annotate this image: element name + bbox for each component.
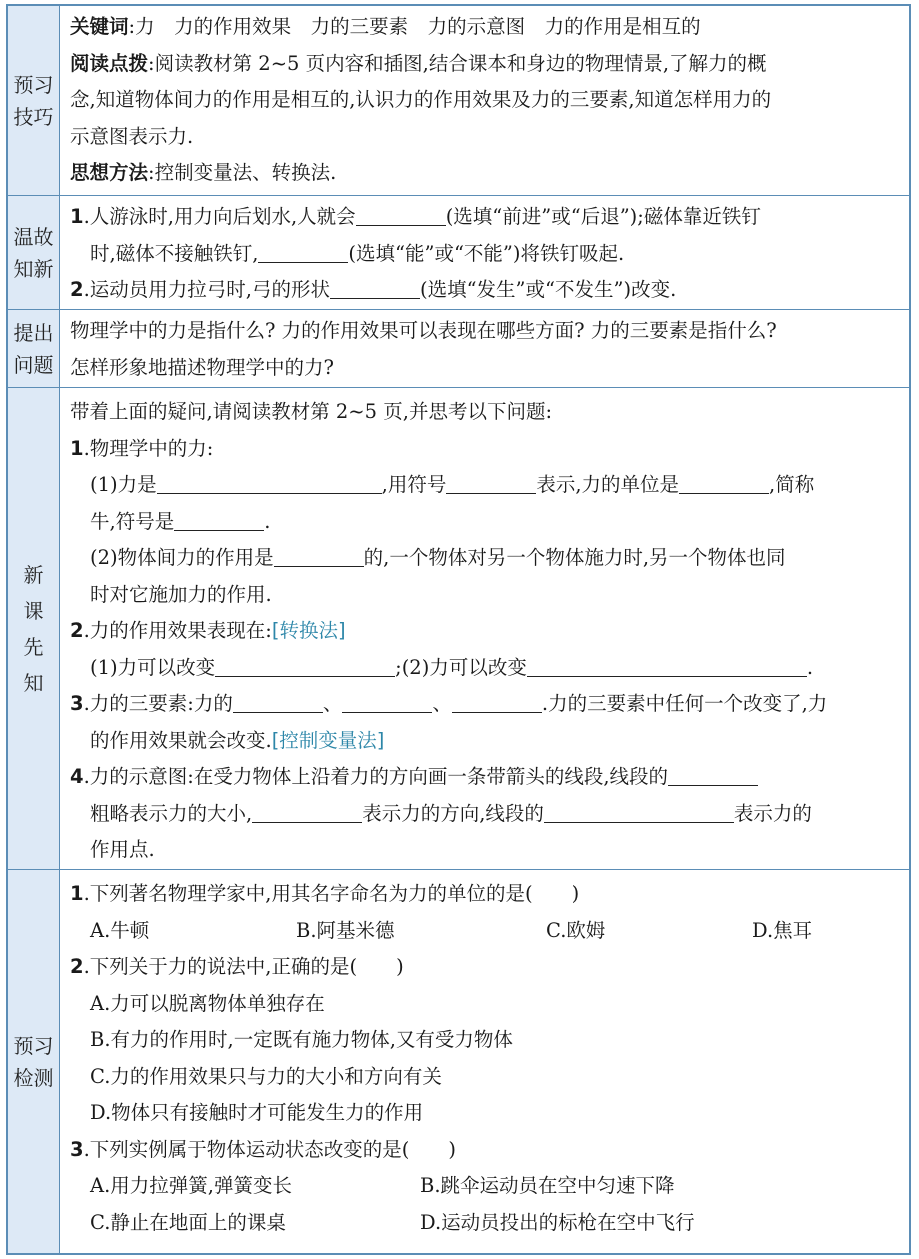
option-a[interactable]: A.牛顿 xyxy=(90,918,150,942)
question-line: 2.下列关于力的说法中,正确的是( ) xyxy=(70,955,404,978)
question-line: 牛,符号是 . xyxy=(90,509,271,533)
method-line: 思想方法:控制变量法、转换法. xyxy=(70,161,337,184)
question-line: 1.下列著名物理学家中,用其名字命名为力的单位的是( ) xyxy=(70,882,580,905)
method-tag: [转换法] xyxy=(271,619,346,642)
question-line: 1.物理学中的力: xyxy=(70,436,214,460)
text-line: 怎样形象地描述物理学中的力? xyxy=(70,355,334,379)
question-line: 4.力的示意图:在受力物体上沿着力的方向画一条带箭头的线段,线段的 xyxy=(70,759,901,796)
worksheet xyxy=(6,4,911,1255)
question-line: 作用点. xyxy=(90,838,155,861)
option-c[interactable]: C.欧姆 xyxy=(546,918,606,942)
intro-line: 带着上面的疑问,请阅读教材第 2~5 页,并思考以下问题: xyxy=(70,400,553,423)
option-d[interactable]: D.运动员投出的标枪在空中飞行 xyxy=(420,1210,695,1234)
option-c[interactable]: C.静止在地面上的课桌 xyxy=(90,1210,286,1234)
section-review xyxy=(8,196,909,310)
option-d[interactable]: D.物体只有接触时才可能发生力的作用 xyxy=(90,1101,424,1124)
text-line: 念,知道物体间力的作用是相互的,认识力的作用效果及力的三要素,知道怎样用力的 xyxy=(70,88,772,111)
question-line: 2.力的作用效果表现在:[转换法] xyxy=(70,619,346,642)
question-line: 时对它施加力的作用. xyxy=(90,582,272,606)
section-content xyxy=(60,870,909,1253)
option-b[interactable]: B.跳伞运动员在空中匀速下降 xyxy=(420,1174,675,1197)
option-b[interactable]: B.有力的作用时,一定既有施力物体,又有受力物体 xyxy=(90,1028,513,1051)
option-a[interactable]: A.力可以脱离物体单独存在 xyxy=(90,991,325,1015)
section-new-lesson xyxy=(8,388,909,870)
answer-blank[interactable] xyxy=(258,242,348,263)
question-line: 3.力的三要素:力的 、 、 .力的三要素中任何一个改变了,力 xyxy=(70,692,828,715)
answer-blank[interactable] xyxy=(356,206,446,227)
text-line: 物理学中的力是指什么? 力的作用效果可以表现在哪些方面? 力的三要素是指什么? xyxy=(70,319,777,342)
section-content xyxy=(60,388,909,869)
option-c[interactable]: C.力的作用效果只与力的大小和方向有关 xyxy=(90,1064,442,1088)
question-line: 2.运动员用力拉弓时,弓的形状 (选填“发生”或“不发生”)改变. xyxy=(70,278,677,301)
section-label: 温故知新 xyxy=(8,196,60,309)
options-row xyxy=(70,1168,901,1205)
answer-blank[interactable] xyxy=(446,474,536,495)
answer-blank[interactable] xyxy=(452,693,542,714)
text-line: 示意图表示力. xyxy=(70,124,194,148)
question-line: 1.人游泳时,用力向后划水,人就会 (选填“前进”或“后退”);磁体靠近铁钉 xyxy=(70,205,761,228)
question-line: 粗略表示力的大小, 表示力的方向,线段的 表示力的 xyxy=(90,801,812,825)
question-line: 的作用效果就会改变.[控制变量法] xyxy=(90,728,385,752)
answer-blank[interactable] xyxy=(233,693,323,714)
question-line: (1)力可以改变 ;(2)力可以改变 . xyxy=(90,655,814,679)
section-label: 新课先知 xyxy=(8,388,60,869)
option-b[interactable]: B.阿基米德 xyxy=(296,918,395,942)
option-a[interactable]: A.用力拉弹簧,弹簧变长 xyxy=(90,1174,292,1197)
section-label: 提出问题 xyxy=(8,310,60,387)
options-row xyxy=(70,913,901,950)
question-line: (1)力是 ,用符号 表示,力的单位是 ,简称 xyxy=(90,473,815,496)
answer-blank[interactable] xyxy=(157,474,382,495)
answer-blank[interactable] xyxy=(215,656,395,677)
answer-blank[interactable] xyxy=(544,802,734,823)
answer-blank[interactable] xyxy=(274,547,364,568)
answer-blank[interactable] xyxy=(668,766,758,787)
method-tag: [控制变量法] xyxy=(271,728,385,752)
question-line: 3.下列实例属于物体运动状态改变的是( ) xyxy=(70,1137,456,1161)
section-preview-skills xyxy=(8,6,909,196)
section-content xyxy=(60,196,909,309)
section-test xyxy=(8,870,909,1253)
answer-blank[interactable] xyxy=(174,510,264,531)
section-label: 预习技巧 xyxy=(8,6,60,195)
question-line: 时,磁体不接触铁钉, (选填“能”或“不能”)将铁钉吸起. xyxy=(90,241,625,265)
answer-blank[interactable] xyxy=(679,474,769,495)
section-label: 预习检测 xyxy=(8,870,60,1253)
option-d[interactable]: D.焦耳 xyxy=(752,918,813,942)
answer-blank[interactable] xyxy=(342,693,432,714)
keywords-line: 关键词:力 力的作用效果 力的三要素 力的示意图 力的作用是相互的 xyxy=(70,15,701,38)
section-content xyxy=(60,310,909,387)
answer-blank[interactable] xyxy=(252,802,362,823)
answer-blank[interactable] xyxy=(330,279,420,300)
answer-blank[interactable] xyxy=(527,656,807,677)
options-row xyxy=(70,1205,901,1242)
section-content xyxy=(60,6,909,195)
reading-line: 阅读点拨:阅读教材第 2~5 页内容和插图,结合课本和身边的物理情景,了解力的概 xyxy=(70,51,767,75)
question-line: (2)物体间力的作用是 的,一个物体对另一个物体施力时,另一个物体也同 xyxy=(90,546,786,569)
section-questions xyxy=(8,310,909,388)
